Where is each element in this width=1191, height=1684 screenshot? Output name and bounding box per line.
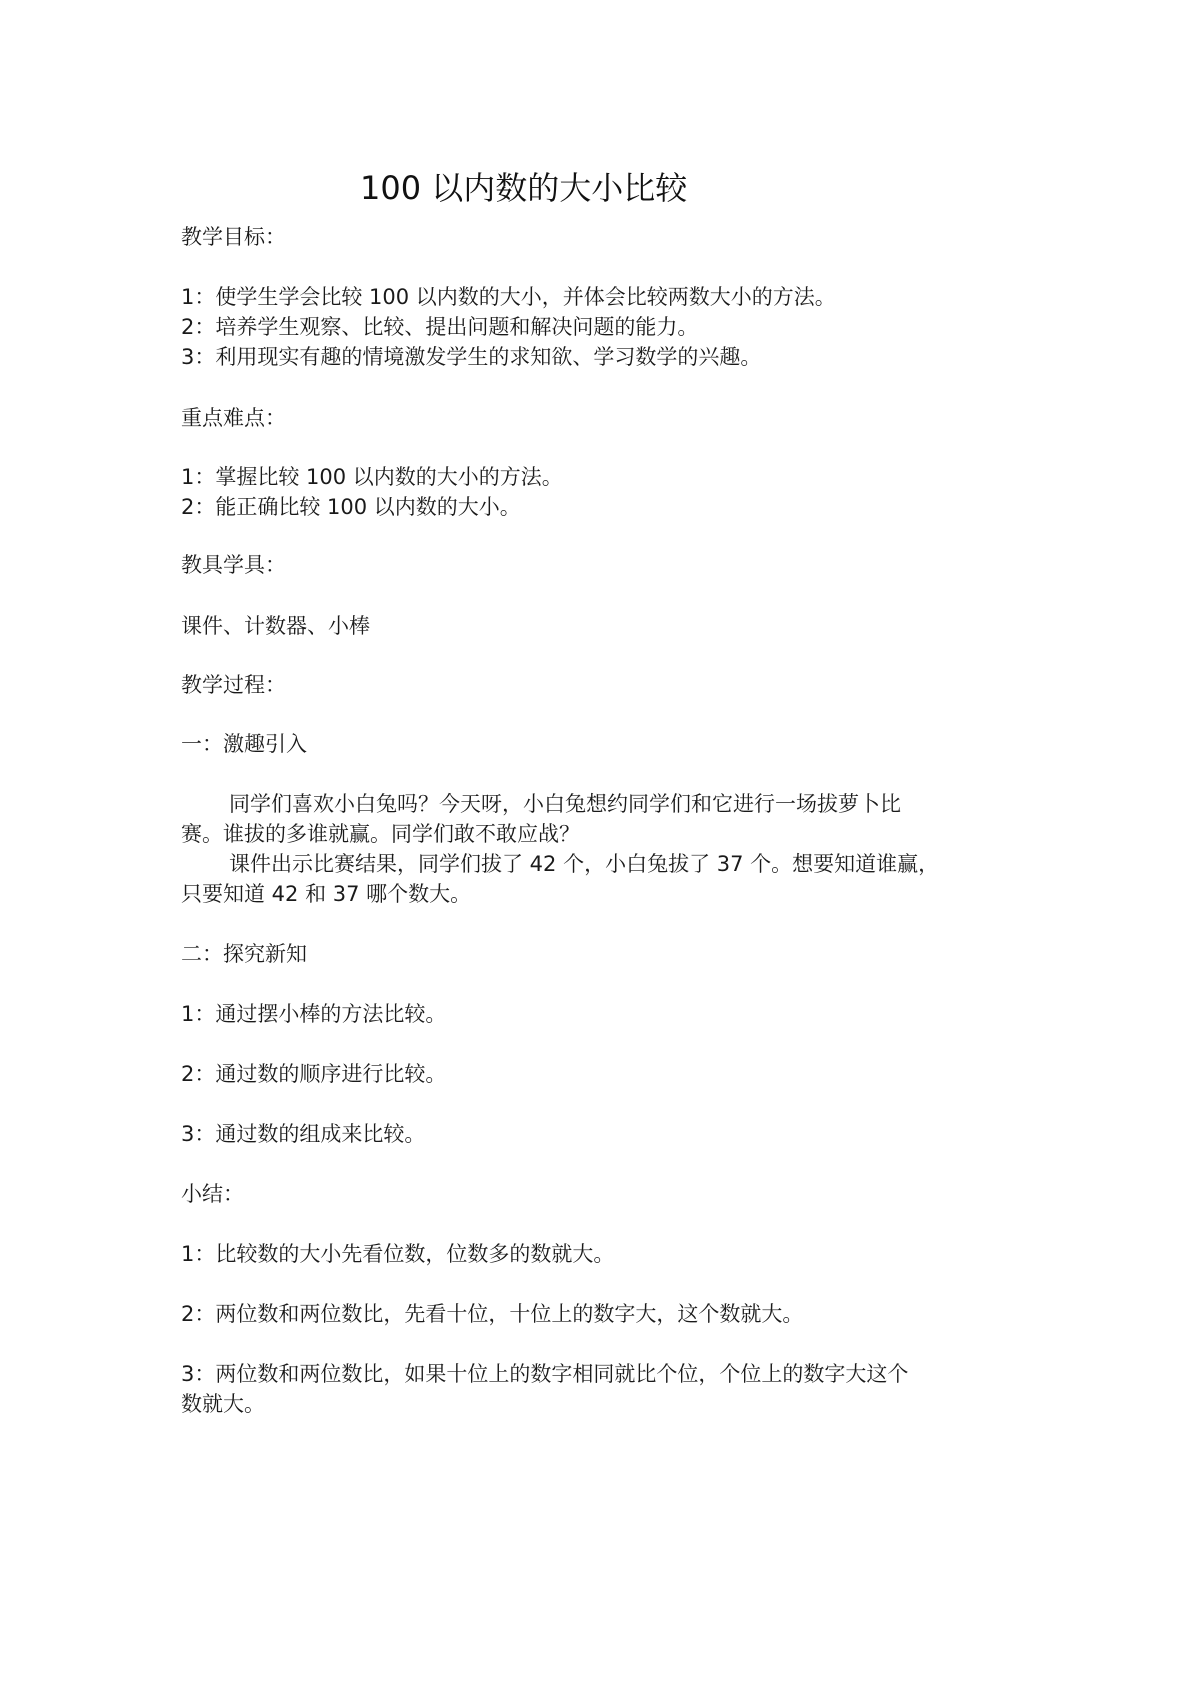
part1-paragraph-line: 同学们喜欢小白兔吗？今天呀，小白兔想约同学们和它进行一场拔萝卜比 bbox=[229, 792, 901, 816]
part1-paragraph-line: 只要知道 42 和 37 哪个数大。 bbox=[181, 882, 472, 906]
goals-heading: 教学目标： bbox=[181, 225, 286, 249]
part2-heading: 二：探究新知 bbox=[181, 942, 307, 966]
summary-item: 1：比较数的大小先看位数，位数多的数就大。 bbox=[181, 1242, 615, 1266]
process-heading: 教学过程： bbox=[181, 673, 286, 697]
goal-item: 3：利用现实有趣的情境激发学生的求知欲、学习数学的兴趣。 bbox=[181, 345, 762, 369]
keypoints-heading: 重点难点： bbox=[181, 406, 286, 430]
goal-item: 1：使学生学会比较 100 以内数的大小，并体会比较两数大小的方法。 bbox=[181, 285, 836, 309]
summary-item: 2：两位数和两位数比，先看十位，十位上的数字大，这个数就大。 bbox=[181, 1302, 804, 1326]
summary-item: 数就大。 bbox=[181, 1392, 265, 1416]
part2-item: 3：通过数的组成来比较。 bbox=[181, 1122, 426, 1146]
goal-item: 2：培养学生观察、比较、提出问题和解决问题的能力。 bbox=[181, 315, 699, 339]
keypoint-item: 1：掌握比较 100 以内数的大小的方法。 bbox=[181, 465, 563, 489]
materials-heading: 教具学具： bbox=[181, 553, 286, 577]
part2-item: 2：通过数的顺序进行比较。 bbox=[181, 1062, 447, 1086]
summary-heading: 小结： bbox=[181, 1182, 244, 1206]
part1-paragraph-line: 赛。谁拔的多谁就赢。同学们敢不敢应战？ bbox=[181, 822, 580, 846]
part1-heading: 一：激趣引入 bbox=[181, 732, 307, 756]
materials-text: 课件、计数器、小棒 bbox=[181, 614, 370, 638]
page-title: 100 以内数的大小比较 bbox=[360, 169, 688, 207]
keypoint-item: 2：能正确比较 100 以内数的大小。 bbox=[181, 495, 521, 519]
part2-item: 1：通过摆小棒的方法比较。 bbox=[181, 1002, 447, 1026]
part1-paragraph-line: 课件出示比赛结果，同学们拔了 42 个，小白兔拔了 37 个。想要知道谁赢， bbox=[229, 852, 940, 876]
summary-item: 3：两位数和两位数比，如果十位上的数字相同就比个位，个位上的数字大这个 bbox=[181, 1362, 909, 1386]
